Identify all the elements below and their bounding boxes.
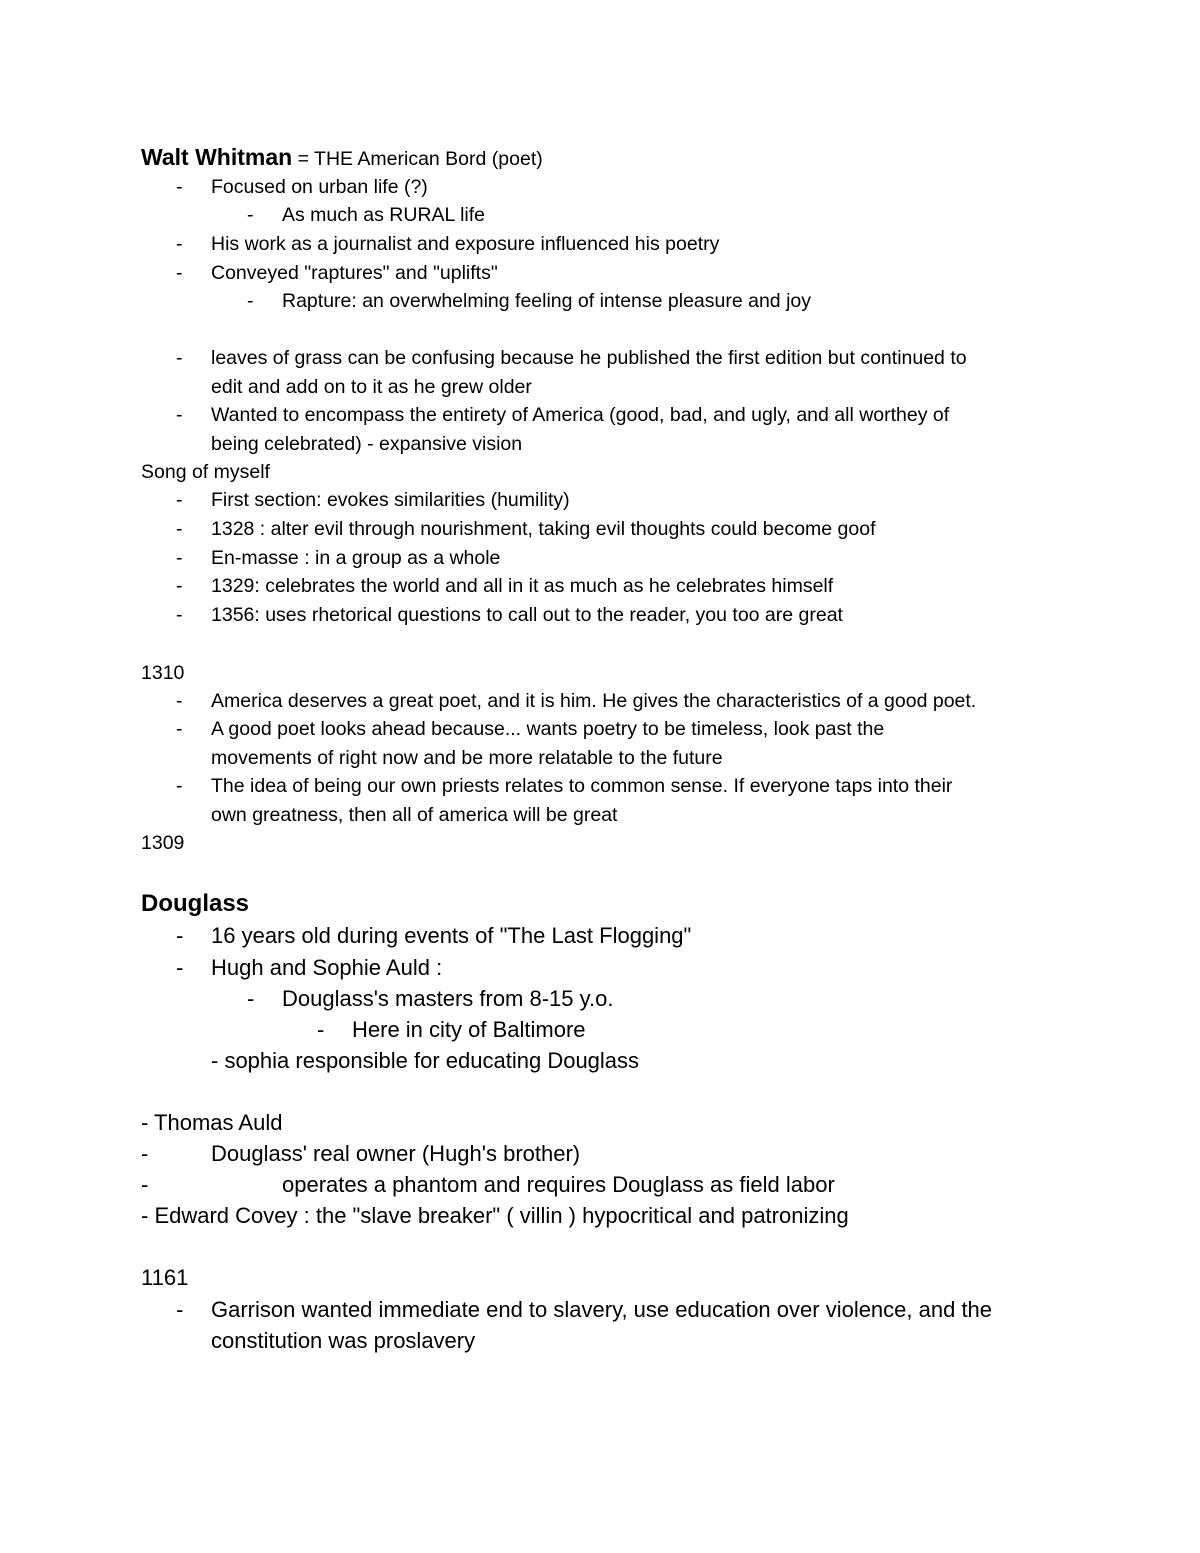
whitman-bullet-4-line-1: leaves of grass can be confusing because he published the first edition but continued to bbox=[211, 347, 967, 369]
song-title: Song of myself bbox=[141, 461, 270, 483]
p1161-item-1-line-2: constitution was proslavery bbox=[211, 1328, 476, 1353]
bullet-dash: - bbox=[176, 233, 183, 255]
bullet-dash: - bbox=[176, 775, 183, 797]
whitman-bullet-5-line-2: being celebrated) - expansive vision bbox=[211, 433, 523, 455]
song-item-4: 1329: celebrates the world and all in it as much as he celebrates himself bbox=[211, 575, 834, 597]
bullet-dash: - bbox=[176, 690, 183, 712]
whitman-title-rest: = THE American Bord (poet) bbox=[292, 148, 543, 170]
douglass-thomas-sub-1: Douglass' real owner (Hugh's brother) bbox=[211, 1141, 581, 1166]
douglass-title: Douglass bbox=[141, 890, 250, 917]
page-ref-1309: 1309 bbox=[141, 832, 185, 854]
whitman-bullet-4-line-2: edit and add on to it as he grew older bbox=[211, 376, 532, 398]
whitman-bullet-3: Conveyed "raptures" and "uplifts" bbox=[211, 262, 498, 284]
douglass-item-2-sub: Douglass's masters from 8-15 y.o. bbox=[282, 986, 614, 1011]
douglass-thomas-line: - Thomas Auld bbox=[141, 1110, 283, 1135]
bullet-dash: - bbox=[247, 290, 254, 312]
page-ref-1310: 1310 bbox=[141, 662, 185, 684]
bullet-dash: - bbox=[176, 923, 184, 948]
douglass-covey-line: - Edward Covey : the "slave breaker" ( villin ) hypocritical and patronizing bbox=[141, 1203, 849, 1228]
bullet-dash: - bbox=[176, 347, 183, 369]
whitman-bullet-5-line-1: Wanted to encompass the entirety of America (good, bad, and ugly, and all worthey of bbox=[211, 404, 950, 426]
bullet-dash: - bbox=[176, 176, 183, 198]
whitman-heading-line bbox=[141, 143, 543, 173]
douglass-item-2-subsub: Here in city of Baltimore bbox=[352, 1017, 586, 1042]
douglass-item-2: Hugh and Sophie Auld : bbox=[211, 955, 443, 980]
song-item-2: 1328 : alter evil through nourishment, taking evil thoughts could become goof bbox=[211, 518, 876, 540]
bullet-dash: - bbox=[247, 204, 254, 226]
page-ref-1161: 1161 bbox=[141, 1265, 189, 1290]
bullet-dash: - bbox=[176, 575, 183, 597]
p1161-item-1-line-1: Garrison wanted immediate end to slavery, use education over violence, and the bbox=[211, 1297, 993, 1322]
bullet-dash: - bbox=[176, 262, 183, 284]
bullet-dash: - bbox=[247, 986, 255, 1011]
song-item-5: 1356: uses rhetorical questions to call out to the reader, you too are great bbox=[211, 604, 843, 626]
song-item-3: En-masse : in a group as a whole bbox=[211, 547, 501, 569]
whitman-title: Walt Whitman bbox=[141, 144, 293, 170]
bullet-dash: - bbox=[176, 604, 183, 626]
whitman-bullet-2: His work as a journalist and exposure influenced his poetry bbox=[211, 233, 720, 255]
bullet-dash: - bbox=[141, 1141, 149, 1166]
p1310-item-3-line-2: own greatness, then all of america will be great bbox=[211, 804, 618, 826]
bullet-dash: - bbox=[176, 404, 183, 426]
bullet-dash: - bbox=[176, 718, 183, 740]
p1310-item-2-line-1: A good poet looks ahead because... wants poetry to be timeless, look past the bbox=[211, 718, 885, 740]
bullet-dash: - bbox=[176, 518, 183, 540]
whitman-bullet-1-sub: As much as RURAL life bbox=[282, 204, 486, 226]
p1310-item-1: America deserves a great poet, and it is him. He gives the characteristics of a good poet. bbox=[211, 690, 977, 712]
bullet-dash: - bbox=[141, 1172, 149, 1197]
bullet-dash: - bbox=[176, 489, 183, 511]
douglass-item-1: 16 years old during events of "The Last Flogging" bbox=[211, 923, 692, 948]
bullet-dash: - bbox=[176, 1297, 184, 1322]
p1310-item-3-line-1: The idea of being our own priests relates to common sense. If everyone taps into their bbox=[211, 775, 953, 797]
p1310-item-2-line-2: movements of right now and be more relatable to the future bbox=[211, 747, 723, 769]
bullet-dash: - bbox=[176, 955, 184, 980]
whitman-bullet-1: Focused on urban life (?) bbox=[211, 176, 428, 198]
whitman-bullet-3-sub: Rapture: an overwhelming feeling of intense pleasure and joy bbox=[282, 290, 811, 312]
douglass-thomas-sub-2: operates a phantom and requires Douglass as field labor bbox=[282, 1172, 835, 1197]
song-item-1: First section: evokes similarities (humility) bbox=[211, 489, 570, 511]
bullet-dash: - bbox=[317, 1017, 325, 1042]
bullet-dash: - bbox=[176, 547, 183, 569]
douglass-sophia-line: - sophia responsible for educating Douglass bbox=[211, 1048, 640, 1073]
